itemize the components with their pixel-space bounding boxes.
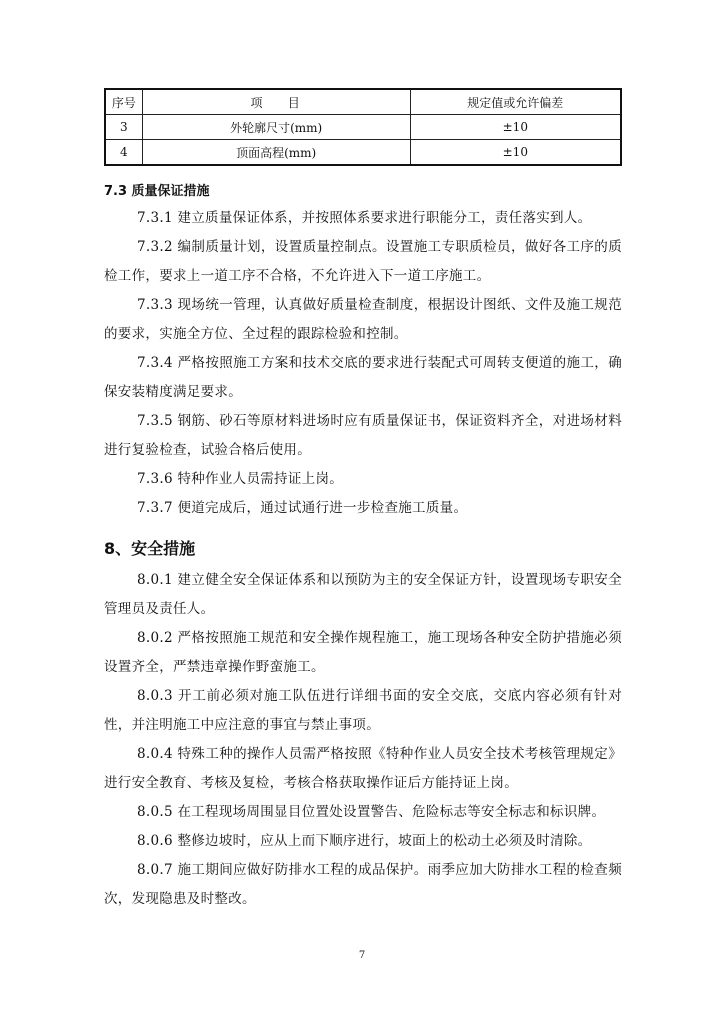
section-heading: 7.3 质量保证措施 [104, 184, 210, 199]
paragraph: 8.0.6 整修边坡时，应从上而下顺序进行，坡面上的松动土必须及时清除。 [137, 833, 592, 849]
paragraph: 7.3.2 编制质量计划，设置质量控制点。设置施工专职质检员，做好各工序的质检工作，要求上一道工序不合格，不允许进入下一道工序施工。 [104, 239, 622, 284]
table-cell: 4 [105, 140, 142, 166]
paragraph: 8.0.5 在工程现场周围显目位置处设置警告、危险标志等安全标志和标识牌。 [137, 804, 606, 820]
table-header-cell: 规定值或允许偏差 [410, 89, 621, 115]
paragraph: 8.0.2 严格按照施工规范和安全操作规程施工，施工现场各种安全防护措施必须设置齐全，严禁违章操作野蛮施工。 [104, 630, 622, 675]
paragraph: 7.3.3 现场统一管理，认真做好质量检查制度，根据设计图纸、文件及施工规范的要求，实施全方位、全过程的跟踪检验和控制。 [104, 297, 622, 342]
table-header-cell: 项 目 [142, 89, 410, 115]
paragraph: 7.3.1 建立质量保证体系，并按照体系要求进行职能分工，责任落实到人。 [137, 210, 592, 226]
paragraph: 8.0.1 建立健全安全保证体系和以预防为主的安全保证方针，设置现场专职安全管理员及责任人。 [104, 572, 622, 617]
table-row [105, 115, 621, 140]
section-heading: 8、安全措施 [104, 539, 196, 558]
table-cell: ±10 [410, 115, 621, 140]
table-row [105, 140, 621, 166]
tolerance-table [104, 88, 622, 166]
table-cell: ±10 [410, 140, 621, 166]
paragraph: 8.0.7 施工期间应做好防排水工程的成品保护。雨季应加大防排水工程的检查频次，发现隐患及时整改。 [104, 862, 622, 907]
page-number: 7 [358, 950, 366, 961]
paragraph: 7.3.4 严格按照施工方案和技术交底的要求进行装配式可周转支便道的施工，确保安装精度满足要求。 [104, 355, 622, 400]
table-header-cell: 序号 [105, 89, 142, 115]
paragraph: 7.3.6 特种作业人员需持证上岗。 [137, 471, 344, 487]
table-header-row [105, 89, 621, 115]
paragraph: 8.0.3 开工前必须对施工队伍进行详细书面的安全交底，交底内容必须有针对性，并注明施工中应注意的事宜与禁止事项。 [104, 688, 622, 733]
paragraph: 7.3.5 钢筋、砂石等原材料进场时应有质量保证书，保证资料齐全，对进场材料进行复验检查，试验合格后使用。 [104, 413, 622, 458]
table-cell: 顶面高程(mm) [142, 140, 410, 166]
paragraph: 8.0.4 特殊工种的操作人员需严格按照《特种作业人员安全技术考核管理规定》进行安全教育、考核及复检，考核合格获取操作证后方能持证上岗。 [104, 746, 622, 791]
table-cell: 外轮廓尺寸(mm) [142, 115, 410, 140]
table-cell: 3 [105, 115, 142, 140]
paragraph: 7.3.7 便道完成后，通过试通行进一步检查施工质量。 [137, 500, 468, 516]
